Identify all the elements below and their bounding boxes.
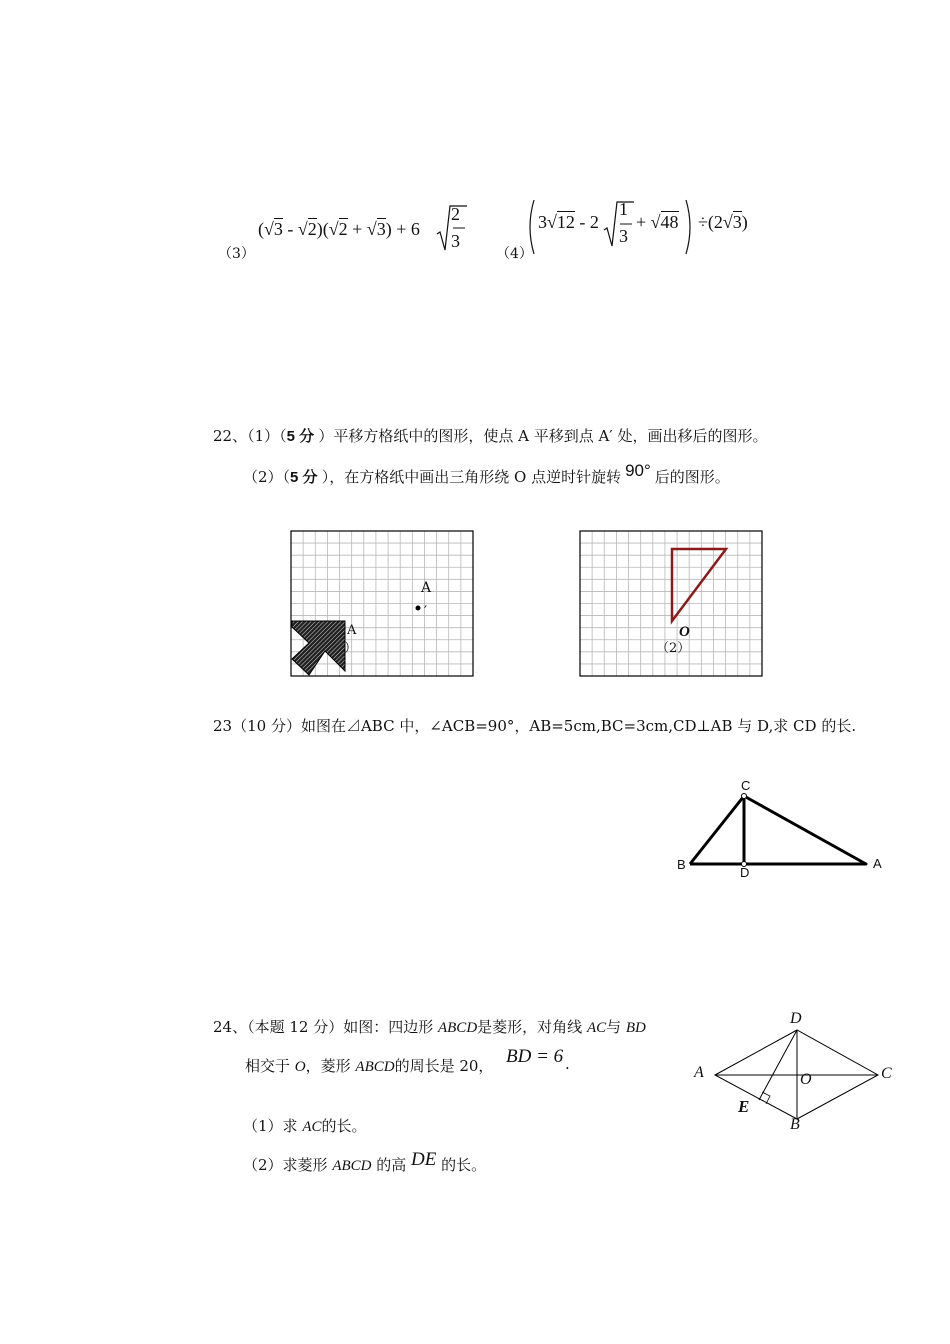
radicand: 2	[307, 219, 317, 239]
q22-line1	[213, 425, 767, 446]
point-A-prime	[416, 606, 421, 611]
close-paren: )	[741, 212, 748, 232]
expr4-label: （4）	[496, 246, 533, 262]
bd-equation: BD = 6	[506, 1046, 564, 1067]
plus-sign: +	[636, 212, 647, 232]
q24-text: 的高	[371, 1156, 412, 1174]
rhombus-D-label: D	[790, 1010, 802, 1027]
q24-sub2	[243, 1149, 487, 1176]
rhombus-C-label: C	[881, 1065, 892, 1082]
red-triangle	[672, 549, 726, 621]
grid-paper-1	[291, 531, 473, 676]
q24-text: （2）求菱形	[243, 1156, 333, 1174]
q24-line2	[245, 1055, 493, 1076]
sqrt-sign: √	[297, 219, 308, 239]
radicand: 3	[273, 219, 283, 239]
rhombus-A-label: A	[694, 1064, 704, 1081]
q24-text: 的长。	[436, 1156, 487, 1174]
q22-text1: ）平移方格纸中的图形，使点 A 平移到点 A′ 处，画出移后的图形。	[318, 427, 768, 445]
q24-text: 24、（本题 12 分）如图：四边形	[213, 1018, 438, 1036]
q24-line1	[213, 1016, 646, 1037]
expr4-part2	[636, 212, 679, 233]
frac-numerator: 2	[451, 204, 460, 224]
rhombus-figure	[700, 1020, 890, 1125]
radicand: 3	[732, 212, 742, 232]
q24-abcd: ABCD	[437, 1020, 478, 1036]
sqrt-sign: √	[328, 219, 339, 239]
sqrt-sign: √	[547, 212, 557, 232]
vertex-C-label: C	[741, 778, 751, 793]
point-O-label: O	[679, 624, 690, 640]
q24-text: 与	[606, 1018, 626, 1036]
vertex-D-label: D	[740, 865, 750, 880]
rhombus-B-label: B	[790, 1116, 800, 1133]
q24-bd: BD	[625, 1020, 646, 1036]
plus-sign: +	[352, 219, 363, 239]
triangle-abc-figure	[680, 780, 890, 880]
q24-de: DE	[411, 1149, 437, 1170]
q24-text: 相交于	[245, 1057, 295, 1075]
radicand: 3	[376, 219, 386, 239]
expr3-formula: (√3 - √2)(√2 + √3) + 6	[258, 219, 420, 239]
divide-term: ÷(2	[698, 212, 723, 232]
radicand: 48	[660, 212, 679, 232]
sqrt-sign: √	[650, 212, 661, 232]
radicand: 12	[556, 212, 575, 232]
q24-abcd: ABCD	[332, 1158, 372, 1174]
frac-numerator: 1	[619, 199, 628, 219]
expr3-label: （3）	[218, 246, 255, 262]
q22-sub2-number: （2）（	[243, 468, 291, 486]
point-A-prime-label: A	[421, 580, 432, 596]
q24-ac: AC	[302, 1119, 322, 1135]
grid1-paren: ）	[344, 641, 358, 656]
vertex-B-label: B	[677, 857, 686, 872]
q24-text: ，菱形	[305, 1057, 356, 1075]
q22-points: 5 分	[286, 428, 319, 445]
sqrt-sign: √	[722, 212, 733, 232]
q22-line2	[243, 461, 730, 487]
vertex-A-label: A	[873, 856, 882, 871]
expr4-part3	[698, 212, 748, 233]
expr4-part1	[538, 212, 599, 233]
q24-text: 的周长是 20，	[394, 1057, 494, 1075]
rhombus-E-label: E	[738, 1097, 750, 1116]
q22-text2-end: 后的图形。	[654, 468, 730, 486]
minus-coef: - 2	[579, 212, 599, 232]
q22-number: 22、（1）（	[213, 427, 287, 445]
period: .	[565, 1055, 570, 1073]
q24-ac: AC	[586, 1020, 607, 1036]
rhombus-O-label: O	[800, 1071, 812, 1088]
plus-coef: + 6	[396, 219, 420, 239]
q24-sub1	[243, 1115, 367, 1136]
minus-sign: -	[287, 219, 294, 239]
arrow-shape	[292, 621, 345, 675]
frac-denominator: 3	[619, 226, 628, 246]
coef: 3	[538, 212, 547, 232]
q24-text: （1）求	[243, 1117, 303, 1135]
q22-degree: 90°	[625, 461, 651, 480]
grid2-caption: （2）	[656, 641, 691, 656]
point-A-label: A	[347, 623, 357, 638]
q23-text: 23（10 分）如图在⊿ABC 中，∠ACB=90°，AB=5cm,BC=3cm,CD⊥AB 与 D,求 CD 的长.	[213, 717, 857, 735]
q22-text2: ），在方格纸中画出三角形绕 O 点逆时针旋转	[321, 468, 622, 486]
q24-o: O	[294, 1059, 306, 1075]
q24-abcd: ABCD	[355, 1059, 395, 1075]
sqrt-sign: √	[366, 219, 377, 239]
frac-denominator: 3	[451, 231, 460, 251]
prime-mark: ′	[424, 604, 428, 620]
radicand: 2	[338, 219, 348, 239]
sqrt-sign: √	[264, 219, 274, 239]
q24-text: 的长。	[321, 1117, 367, 1135]
q22-points2: 5 分	[290, 469, 322, 486]
q24-text: 是菱形，对角线	[477, 1018, 587, 1036]
